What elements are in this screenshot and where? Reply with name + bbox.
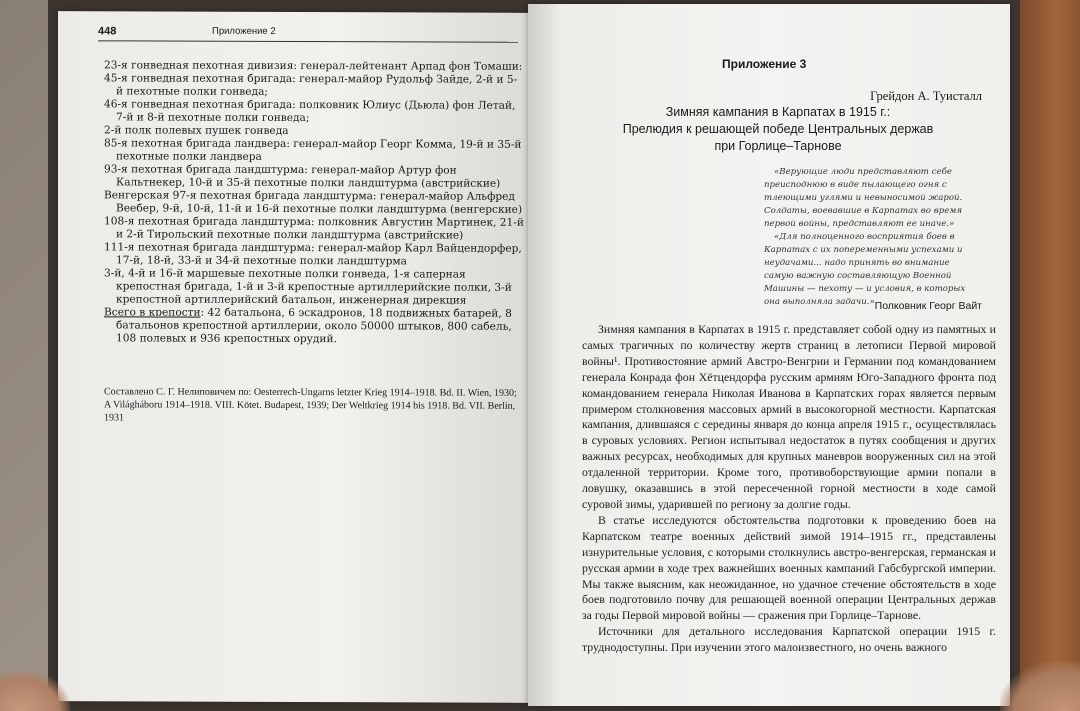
left-page bbox=[58, 11, 528, 703]
epigraph-attribution: Полковник Георг Вайт bbox=[874, 300, 982, 312]
running-head bbox=[98, 25, 518, 42]
paragraph: В статье исследуются обстоятельства подготовки к проведению боев на Карпатском театре военных действий зимой 1914–1915 гг., представлены изнурительные условия, с которыми столкнулись австро-венгерская, германская и русская армии в ходе трех важнейших военных кампаний Габсбургской империи. Мы также выясним, как неожиданное, но удачное стечение обстоятельств в ходе боев подготовило почву для решающей военной операции Центральных держав за годы Первой мировой войны — сражения при Горлице–Тарнове. bbox=[582, 512, 996, 623]
article-body bbox=[582, 322, 996, 656]
list-item: 46-я гонведная пехотная бригада: полковник Юлиус (Дьюла) фон Летай, 7-й и 8-й пехотные полки гонведа; bbox=[104, 98, 516, 125]
total-summary bbox=[104, 306, 524, 346]
list-item: 45-я гонведная пехотная бригада: генерал-майор Рудольф Зайде, 2-й и 5-й пехотные полки гонведа; bbox=[104, 72, 518, 98]
total-label: Всего в крепости bbox=[104, 306, 201, 319]
paragraph: Зимняя кампания в Карпатах в 1915 г. представляет собой одну из памятных и самых трагичных по количеству жертв страниц в летописи Первой мировой войны¹. Противостояние армий Австро-Венгрии и Германии под командованием генерала Конрада фон Хётцендорфа русским армиям Юго-Западного фронта под командованием генерала Николая Иванова в Карпатских горах является первым примером столкновения массовых армий в высокогорной местности. Карпатская кампания, длившаяся с середины января до конца апреля 1915 г., осуществлялась в суровых условиях. Регион испытывал недостаток в путях сообщения и других важных ресурсах, необходимых для крупных маневров вооруженных сил на этой отдаленной территории. Кроме того, противоборствующие армии попали в ловушку, оказавшись в этой пересеченной горной местности в ходе самой суровой зимы, ударившей по региону за долгие годы. bbox=[582, 322, 996, 511]
epigraph-quote: «Для полноценного восприятия боев в Карпатах с их попеременными успехами и неудачами... надо принять во внимание самую важную составляющую Военной Машины — пехоту — и условия, в которых она выполняла задачи.» bbox=[764, 232, 966, 307]
list-item: 85-я пехотная бригада ландвера: генерал-майор Георг Комма, 19-й и 35-й пехотные полки ландвера bbox=[104, 137, 522, 163]
running-head-title: Приложение 2 bbox=[212, 25, 276, 37]
order-of-battle-list bbox=[104, 59, 524, 357]
right-page bbox=[528, 4, 1010, 706]
epigraph-quote: «Верующие люди представляют себе преисподнюю в виде пылающего огня с тлеющими углями и невыносимой жарой. Солдаты, воевавшие в Карпатах во время первой войны, представляют ее иначе.» bbox=[764, 167, 963, 229]
appendix-title: Приложение 3 bbox=[722, 57, 807, 71]
epigraph bbox=[764, 166, 974, 309]
list-item: Венгерская 97-я пехотная бригада ландштурма: генерал-майор Альфред Веебер, 9-й, 10-й, 11-й и 16-й пехотные полки ландштурма (венгерские) bbox=[104, 189, 523, 216]
list-item: 2-й полк полевых пушек гонведа bbox=[104, 124, 289, 137]
thumb bbox=[1000, 661, 1080, 711]
list-item: 3-й, 4-й и 16-й маршевые пехотные полки гонведа, 1-я саперная крепостная бригада, 1-й и 3-й крепостные артиллерийские полки, 3-й крепостной артиллерийский батальон, инженерная дирекция bbox=[104, 267, 512, 307]
paragraph: Источники для детального исследования Карпатской операции 1915 г. труднодоступны. При изучении этого малоизвестного, но очень важного bbox=[582, 624, 996, 655]
list-item: 23-я гонведная пехотная дивизия: генерал-лейтенант Арпад фон Томаши: bbox=[104, 59, 523, 73]
thumb bbox=[0, 671, 70, 711]
article-title-line: Зимняя кампания в Карпатах в 1915 г.: bbox=[665, 105, 891, 119]
source-note: Составлено С. Г. Нелиповичем по: Oesterrech-Ungarns letzter Krieg 1914–1918. Bd. II. Wien, 1930; A Világháboru 1914–1918. VIII. Kötet. Budapest, 1939; Der Weltkrieg 1914 bis 1918. Bd. VII. Berlin, 1931 bbox=[104, 386, 517, 424]
list-item: 93-я пехотная бригада ландштурма: генерал-майор Артур фон Кальтнекер, 10-й и 35-й пехотные полки ландштурма (австрийские) bbox=[104, 163, 501, 190]
page-number: 448 bbox=[98, 25, 117, 38]
article-title-line: при Горлице–Тарнове bbox=[714, 139, 842, 153]
book-cover-edge bbox=[1020, 0, 1080, 711]
list-item: 111-я пехотная бригада ландштурма: генерал-майор Карл Вайцендорфер, 17-й, 18-й, 33-й и 34-й пехотные полки ландштурма bbox=[104, 241, 522, 268]
list-item: 108-я пехотная бригада ландштурма: полковник Августин Мартинек, 21-й и 2-й Тирольский пехотные полки ландштурма (австрийские) bbox=[104, 215, 524, 242]
total-text: : 42 батальона, 6 эскадронов, 18 подвижных батарей, 8 батальонов крепостной артиллерии, около 50000 штыков, 800 сабель, 108 полевых и 936 крепостных орудий. bbox=[116, 306, 512, 346]
article-title-line: Прелюдия к решающей победе Центральных держав bbox=[622, 122, 934, 136]
article-title bbox=[568, 104, 988, 155]
author-name: Грейдон А. Туисталл bbox=[870, 89, 982, 103]
